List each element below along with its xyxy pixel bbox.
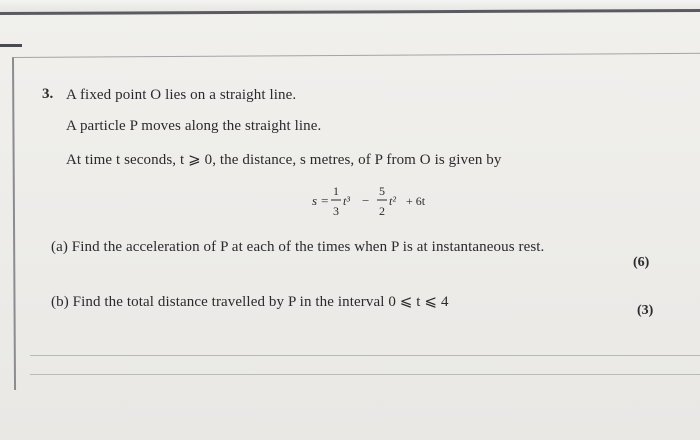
formula-term3: + 6t xyxy=(406,194,426,208)
formula-lhs: s = xyxy=(312,193,330,208)
question-intro-line-3: At time t seconds, t ⩾ 0, the distance, s metres, of P from O is given by xyxy=(66,152,502,168)
question-intro-line-2: A particle P moves along the straight line. xyxy=(66,118,322,134)
answer-line xyxy=(30,374,700,375)
part-b-marks: (3) xyxy=(637,303,654,318)
question-number: 3. xyxy=(42,86,54,102)
formula-frac2-denominator: 2 xyxy=(379,204,385,218)
formula-term2: t² xyxy=(389,194,396,208)
part-a-marks: (6) xyxy=(633,255,650,270)
part-b-text: (b) Find the total distance travelled by P in the interval 0 ⩽ t ⩽ 4 xyxy=(51,294,449,310)
formula-frac2-numerator: 5 xyxy=(379,184,385,198)
formula-minus: − xyxy=(362,193,370,208)
question-intro-line-1: A fixed point O lies on a straight line. xyxy=(66,87,297,103)
answer-line xyxy=(30,355,700,356)
left-margin-tick xyxy=(0,44,22,47)
formula-frac1-denominator: 3 xyxy=(333,204,339,218)
part-a-text: (a) Find the acceleration of P at each of the times when P is at instantaneous rest. xyxy=(51,239,545,255)
formula-term1: t³ xyxy=(343,194,350,208)
formula-frac1-numerator: 1 xyxy=(333,184,339,198)
displacement-formula xyxy=(312,180,452,222)
